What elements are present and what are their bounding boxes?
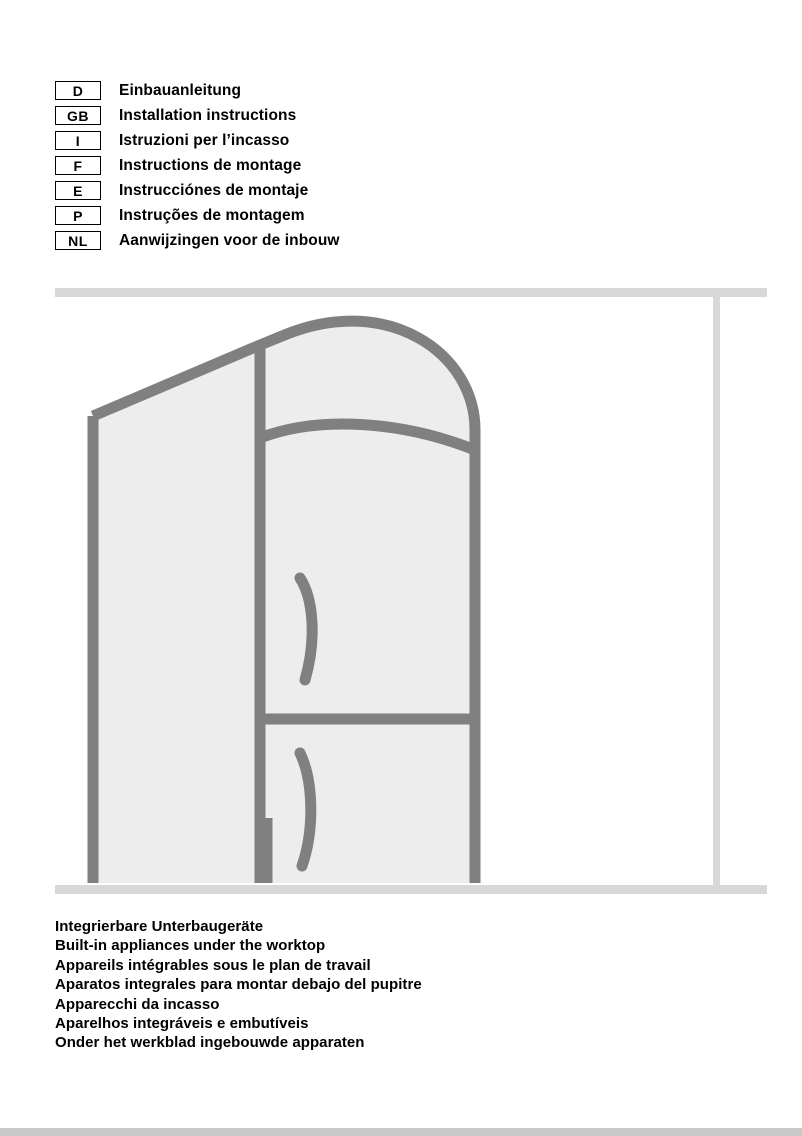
language-row-it	[55, 128, 555, 153]
page-bottom-border	[0, 1128, 802, 1136]
language-code-badge: P	[55, 206, 101, 225]
language-code-badge: I	[55, 131, 101, 150]
language-title-text: Einbauanleitung	[119, 81, 242, 99]
illustration-block	[55, 288, 767, 896]
language-code-badge: NL	[55, 231, 101, 250]
language-row-gb	[55, 103, 555, 128]
caption-line-it: Apparecchi da incasso	[55, 995, 220, 1013]
horizontal-rule-top	[55, 288, 767, 297]
language-title-text: Instrucciónes de montaje	[119, 181, 309, 199]
caption-list	[55, 917, 705, 1053]
caption-line-de: Integrierbare Unterbaugeräte	[55, 918, 264, 935]
language-row-fr	[55, 153, 555, 178]
language-row-nl	[55, 228, 555, 253]
language-title-list	[55, 78, 555, 253]
caption-line-nl: Onder het werkblad ingebouwde apparaten	[55, 1034, 365, 1052]
caption-line-es: Aparatos integrales para montar debajo del pupitre	[55, 976, 422, 994]
language-code-badge: D	[55, 81, 101, 100]
language-code-badge: GB	[55, 106, 101, 125]
language-code-badge: F	[55, 156, 101, 175]
language-title-text: Aanwijzingen voor de inbouw	[119, 231, 340, 249]
horizontal-rule-bottom	[55, 885, 767, 894]
language-row-pt	[55, 203, 555, 228]
refrigerator-illustration-icon	[55, 298, 715, 883]
caption-line-fr: Appareils intégrables sous le plan de travail	[55, 956, 371, 974]
caption-line-gb: Built-in appliances under the worktop	[55, 937, 326, 955]
language-row-de	[55, 78, 555, 103]
language-title-text: Installation instructions	[119, 106, 297, 124]
caption-line-pt: Aparelhos integráveis e embutíveis	[55, 1015, 309, 1033]
language-title-text: Instruções de montagem	[119, 206, 305, 224]
language-title-text: Istruzioni per l’incasso	[119, 131, 290, 149]
language-title-text: Instructions de montage	[119, 156, 302, 174]
language-code-badge: E	[55, 181, 101, 200]
language-row-es	[55, 178, 555, 203]
